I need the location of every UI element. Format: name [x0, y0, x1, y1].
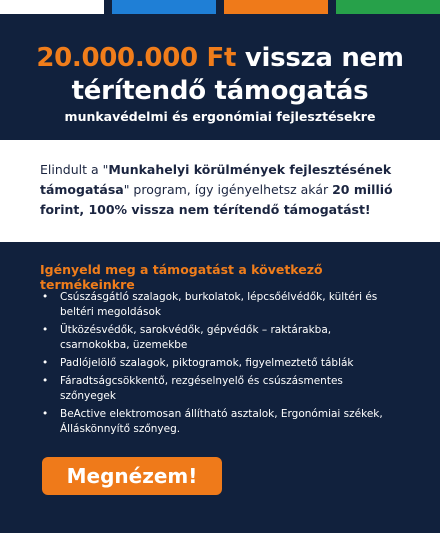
headline — [0, 42, 440, 108]
color-strip-blue-segment — [112, 0, 216, 14]
products-heading: Igényeld meg a támogatást a következő termékeinkre — [40, 262, 323, 292]
headline-text: vissza nem térítendő támogatás — [71, 43, 404, 106]
list-item: • Fáradtságcsökkentő, rezgéselnyelő és csúszásmentes szőnyegek — [40, 374, 400, 404]
intro-amount: 20 millió forint, 100% vissza nem térítendő támogatást! — [40, 182, 393, 217]
intro-section — [0, 140, 440, 242]
products-section — [0, 242, 440, 533]
hero-banner — [0, 14, 440, 140]
list-item: • BeActive elektromosan állítható asztalok, Ergonómiai székek, Álláskönnyítő szőnyeg. — [40, 407, 400, 437]
headline-subtitle: munkavédelmi és ergonómiai fejlesztésekre — [64, 109, 376, 124]
list-item: • Csúszásgátló szalagok, burkolatok, lépcsőélvédők, kültéri és beltéri megoldások — [40, 290, 400, 320]
view-button[interactable]: Megnézem! — [42, 457, 222, 495]
intro-text-middle: " program, így igényelhetsz akár — [123, 182, 333, 197]
color-strip-white-segment — [0, 0, 104, 14]
intro-text-start: Elindult a " — [40, 162, 109, 177]
intro-paragraph — [40, 160, 412, 220]
headline-amount: 20.000.000 Ft — [36, 43, 237, 73]
product-list — [40, 290, 400, 440]
color-strip-orange-segment — [224, 0, 328, 14]
color-strip — [0, 0, 440, 14]
list-item: • Ütközésvédők, sarokvédők, gépvédők – raktárakba, csarnokokba, üzemekbe — [40, 323, 400, 353]
list-item: • Padlójelölő szalagok, piktogramok, figyelmeztető táblák — [40, 356, 400, 371]
intro-program-name: Munkahelyi körülmények fejlesztésének támogatása — [40, 162, 392, 197]
color-strip-green-segment — [336, 0, 440, 14]
